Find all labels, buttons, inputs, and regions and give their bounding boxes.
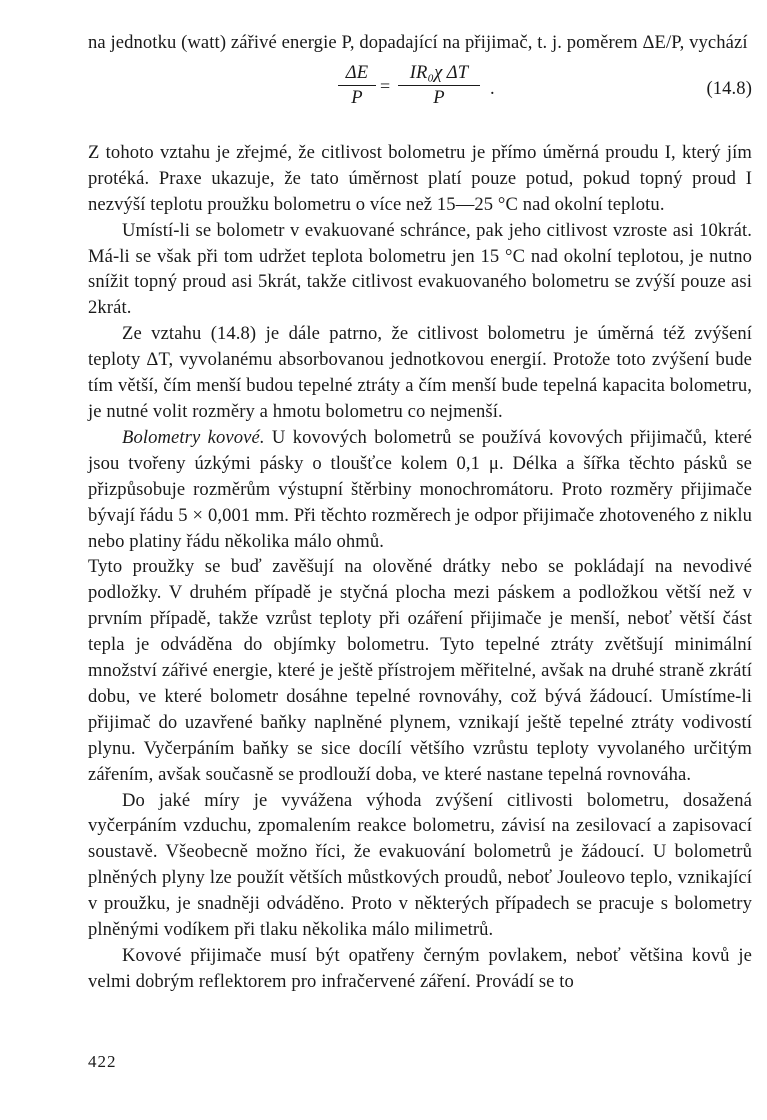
equation-lhs-fraction (338, 62, 376, 109)
fraction-bar (398, 85, 480, 86)
equation-number: (14.8) (706, 77, 752, 99)
rhs-numerator: IR₀χ ΔT (409, 61, 469, 83)
page-number: 422 (88, 1052, 117, 1071)
equation-14-8 (88, 58, 752, 132)
section-title: Bolometry kovové. (122, 426, 265, 448)
equation-rhs-fraction (398, 62, 480, 109)
intro-paragraph: na jednotku (watt) zářivé energie P, dopadající na přijimač, t. j. poměrem ΔE/P, vychází (88, 32, 748, 53)
paragraph: Ze vztahu (14.8) je dále patrno, že citlivost bolometru je úměrná též zvýšení teploty ΔT, vyvolanému absorbovanou jednotkovou energií. Protože toto zvýšení bude tím větší, čím menší budou tepelné ztráty a čím menší bude tepelná kapacita bolometru, je nutné volit rozměry a hmotu bolometru co nejmenší. (88, 323, 752, 422)
body-text (88, 30, 752, 995)
equals-sign: = (380, 75, 391, 96)
equation-period: . (490, 77, 495, 99)
section-text: U kovových bolometrů se používá kovových přijimačů, které jsou tvořeny úzkými pásky o tloušťce kolem 0,1 μ. Délka a šířka těchto pásků se přizpůsobuje rozměrům výstupní štěrbiny monochromátoru. Proto rozměry přijimače bývají řádu 5 × 0,001 mm. Při těchto rozměrech je odpor přijimače zhotoveného z niklu nebo platiny řádu několika málo ohmů. (88, 426, 752, 552)
lhs-denominator: P (351, 86, 363, 108)
lhs-numerator: ΔE (345, 61, 369, 83)
fraction-bar (338, 85, 376, 86)
paragraph: Tyto proužky se buď zavěšují na olověné drátky nebo se pokládají na nevodivé podložky. V druhém případě je styčná plocha mezi páskem a podložkou větší než v prvním případě, takže vzrůst teploty při ozáření přijimače je menší, neboť větší část tepla je odváděna do objímky bolometru. Tyto tepelné ztráty zvětšují minimální množství zářivé energie, které je ještě přístrojem měřitelné, avšak na druhé straně zkrátí dobu, ve které bolometr dosáhne tepelné rovnováhy, což bývá žádoucí. Umístíme-li přijimač do uzavřené baňky naplněné plynem, vznikají ještě tepelné ztráty vodivostí plynu. Vyčerpáním baňky se sice docílí většího vzrůstu teploty vyvolaného určitým zářením, avšak současně se prodlouží doba, ve které nastane tepelná rovnováha. (88, 556, 752, 785)
paragraph: Do jaké míry je vyvážena výhoda zvýšení citlivosti bolometru, dosažená vyčerpáním vzduchu, zpomalením reakce bolometru, závisí na zesilovací a zapisovací soustavě. Všeobecně možno říci, že evakuování bolometrů je žádoucí. U bolometrů plněných plyny lze použít větších můstkových proudů, neboť Jouleovo teplo, vznikající v proužku, je snadněji odváděno. Proto v některých případech se pracuje s bolometry plněnými vodíkem při tlaku několika málo milimetrů. (88, 789, 752, 941)
paragraph: Umístí-li se bolometr v evakuované schránce, pak jeho citlivost vzroste asi 10krát. Má-li se však při tom udržet teplota bolometru jen 15 °C nad okolní teplotou, je nutno snížit topný proud asi 5krát, takže citlivost evakuovaného bolometru se zvýší pouze asi 2krát. (88, 219, 752, 319)
paragraph: Kovové přijimače musí být opatřeny černým povlakem, neboť většina kovů je velmi dobrým reflektorem pro infračervené záření. Provádí se to (88, 945, 752, 992)
paragraph: Z tohoto vztahu je zřejmé, že citlivost bolometru je přímo úměrná proudu I, který jím protéká. Praxe ukazuje, že tato úměrnost platí pouze potud, pokud topný proud I nezvýší teplotu proužku bolometru o více než 15—25 °C nad okolní teplotu. (88, 141, 752, 215)
section-paragraph (88, 425, 752, 555)
rhs-denominator: P (433, 86, 445, 108)
